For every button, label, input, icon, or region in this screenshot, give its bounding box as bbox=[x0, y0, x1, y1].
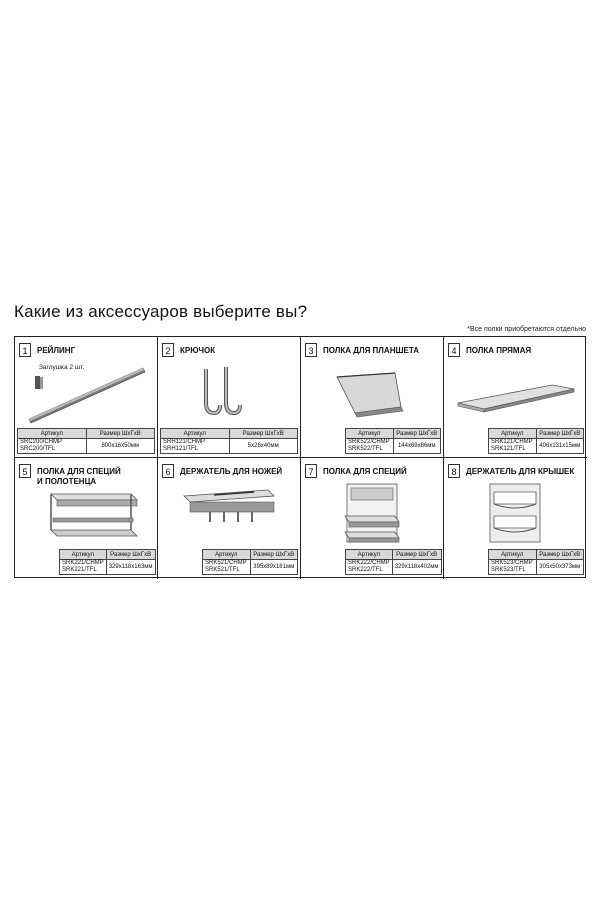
spec-table: Артикул Размер ШхГхВ SRK521/CHMP SRK521/TFL 395x89x181мм bbox=[202, 549, 298, 575]
item-name: КРЮЧОК bbox=[180, 346, 216, 355]
item-number: 5 bbox=[19, 464, 31, 478]
hook-icon bbox=[164, 363, 295, 423]
lid-holder-icon bbox=[450, 480, 581, 544]
straight-shelf-icon bbox=[450, 363, 581, 423]
item-number: 3 bbox=[305, 343, 317, 357]
footnote: *Все полки приобретаются отдельно bbox=[467, 326, 586, 333]
item-number: 2 bbox=[162, 343, 174, 357]
accessory-card-hook[interactable] bbox=[158, 337, 301, 458]
item-name: ПОЛКА ПРЯМАЯ bbox=[466, 346, 532, 355]
spec-table: Артикул Размер ШхГхВ SRC200/CHMP SRC200/TFL 800x16x50мм bbox=[17, 428, 155, 454]
accessory-card-lid-holder[interactable] bbox=[444, 458, 587, 579]
accessory-card-straight-shelf[interactable] bbox=[444, 337, 587, 458]
accessory-card-rail[interactable] bbox=[15, 337, 158, 458]
spice-shelf-icon bbox=[307, 480, 438, 544]
spec-table: Артикул Размер ШхГхВ SRK522/CHMP SRK522/TFL 144x69x86мм bbox=[345, 428, 441, 454]
spice-towel-shelf-icon bbox=[21, 486, 152, 546]
item-name: РЕЙЛИНГ bbox=[37, 346, 76, 355]
spec-table: Артикул Размер ШхГхВ SRK121/CHMP SRK121/TFL 406x131x15мм bbox=[488, 428, 584, 454]
item-number: 6 bbox=[162, 464, 174, 478]
item-sub-label: Заглушка 2 шт. bbox=[39, 364, 85, 371]
accessory-card-tablet-shelf[interactable] bbox=[301, 337, 444, 458]
accessory-card-knife-holder[interactable] bbox=[158, 458, 301, 579]
item-number: 8 bbox=[448, 464, 460, 478]
item-name: ПОЛКА ДЛЯ СПЕЦИЙ bbox=[323, 467, 407, 476]
spec-table: Артикул Размер ШхГхВ SRK523/CHMP SRK523/TFL 305x50x373мм bbox=[488, 549, 584, 575]
page-title: Какие из аксессуаров выберите вы? bbox=[14, 302, 308, 321]
accessory-card-spice-shelf[interactable] bbox=[301, 458, 444, 579]
item-number: 4 bbox=[448, 343, 460, 357]
accessories-grid bbox=[14, 336, 586, 578]
item-name: ПОЛКА ДЛЯ СПЕЦИЙ И ПОЛОТЕНЦА bbox=[37, 467, 121, 486]
knife-holder-icon bbox=[164, 484, 295, 544]
spec-table: Артикул Размер ШхГхВ SRH121/CHMP SRH121/TFL 5x26x40мм bbox=[160, 428, 298, 454]
item-name: ДЕРЖАТЕЛЬ ДЛЯ КРЫШЕК bbox=[466, 467, 575, 476]
spec-table: Артикул Размер ШхГхВ SRK221/CHMP SRK221/TFL 329x118x163мм bbox=[59, 549, 156, 575]
item-number: 7 bbox=[305, 464, 317, 478]
rail-icon bbox=[21, 363, 152, 423]
item-name: ПОЛКА ДЛЯ ПЛАНШЕТА bbox=[323, 346, 420, 355]
item-name: ДЕРЖАТЕЛЬ ДЛЯ НОЖЕЙ bbox=[180, 467, 283, 476]
spec-table: Артикул Размер ШхГхВ SRK222/CHMP SRK222/TFL 329x118x402мм bbox=[345, 549, 442, 575]
item-number: 1 bbox=[19, 343, 31, 357]
tablet-shelf-icon bbox=[307, 363, 438, 423]
accessory-card-spice-towel-shelf[interactable] bbox=[15, 458, 158, 579]
